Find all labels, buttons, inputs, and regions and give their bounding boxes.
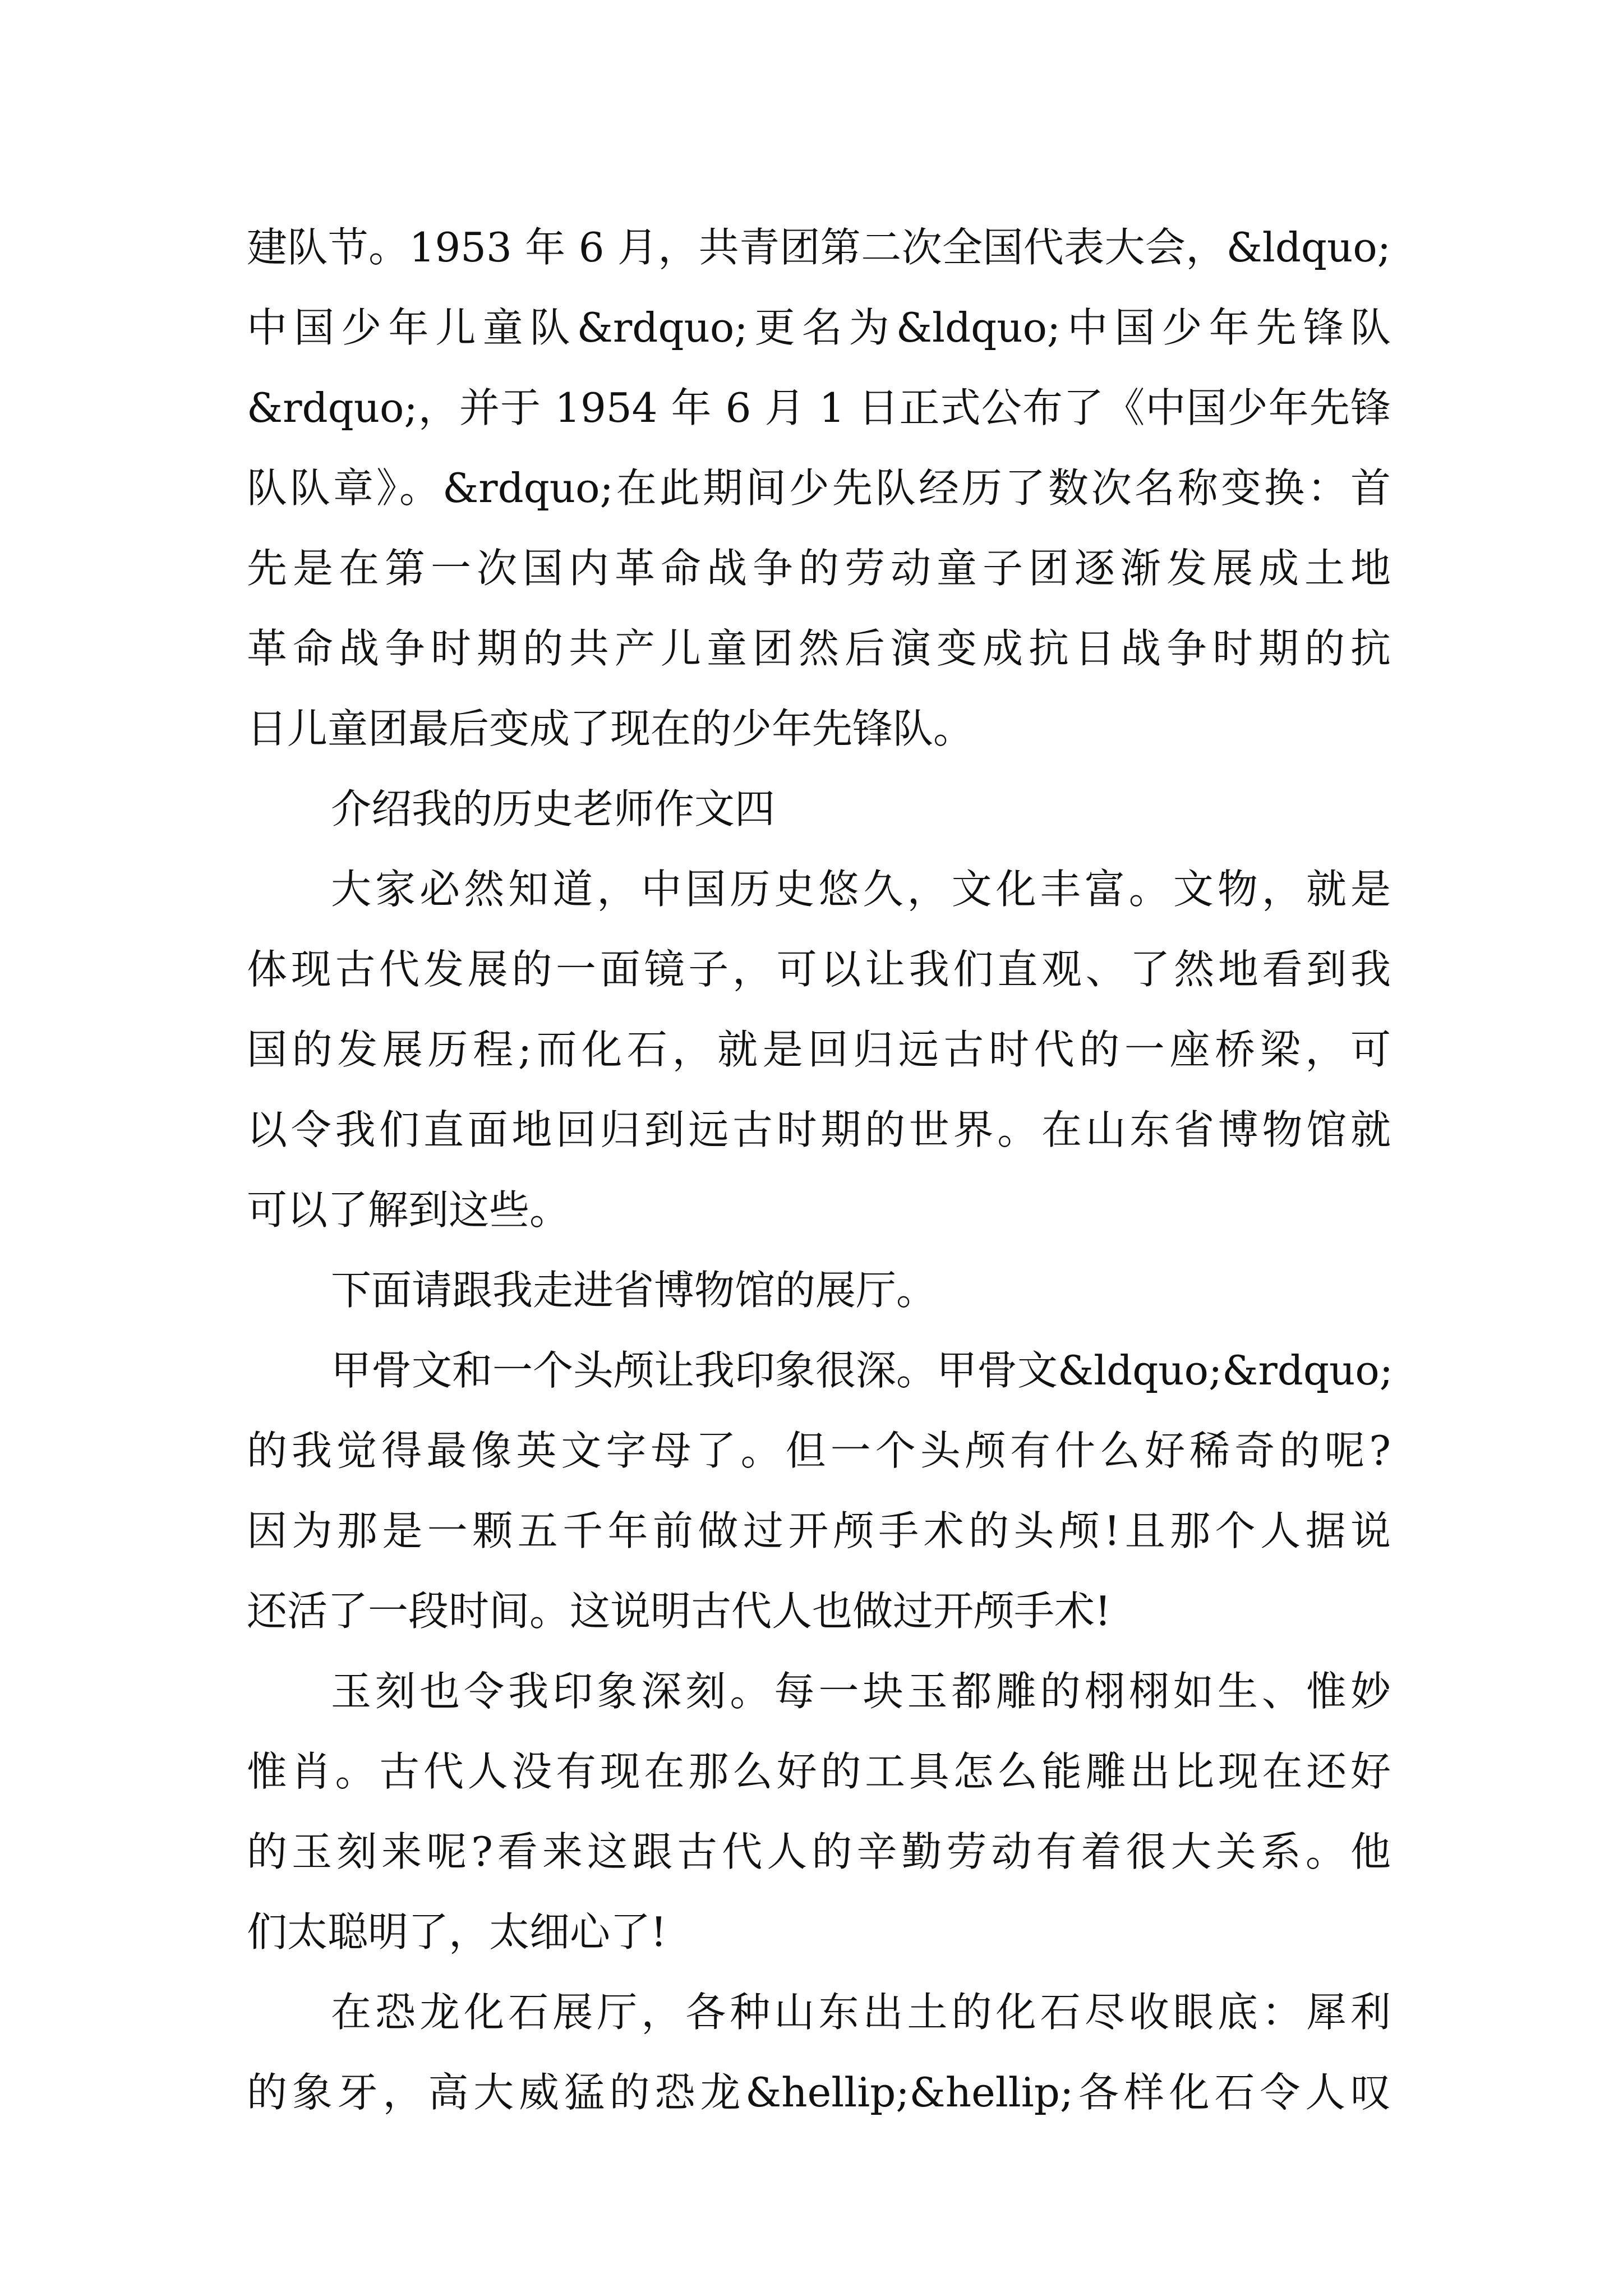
text-line: 的我觉得最像英文字母了。但一个头颅有什么好稀奇的呢?: [247, 1427, 1391, 1474]
text-line: 国的发展历程;而化石，就是回归远古时代的一座桥梁，可: [247, 1026, 1391, 1073]
text-line: 下面请跟我走进省博物馆的展厅。: [331, 1267, 937, 1314]
text-line: 可以了解到这些。: [247, 1186, 570, 1234]
text-line: &rdquo;，并于 1954 年 6 月 1 日正式公布了《中国少年先锋: [247, 384, 1391, 431]
text-line: 们太聪明了，太细心了!: [247, 1908, 667, 1955]
text-line: 革命战争时期的共产儿童团然后演变成抗日战争时期的抗: [247, 625, 1391, 672]
text-line: 还活了一段时间。这说明古代人也做过开颅手术!: [247, 1588, 1111, 1635]
text-line: 的玉刻来呢?看来这跟古代人的辛勤劳动有着很大关系。他: [247, 1828, 1391, 1875]
text-line: 因为那是一颗五千年前做过开颅手术的头颅!且那个人据说: [247, 1507, 1391, 1554]
text-line: 建队节。1953 年 6 月，共青团第二次全国代表大会，&ldquo;: [247, 224, 1391, 271]
text-line: 大家必然知道，中国历史悠久，文化丰富。文物，就是: [331, 866, 1391, 913]
text-line: 先是在第一次国内革命战争的劳动童子团逐渐发展成土地: [247, 545, 1391, 592]
text-line: 中国少年儿童队&rdquo;更名为&ldquo;中国少年先锋队: [247, 304, 1391, 351]
body-text: [247, 208, 1391, 2133]
text-line: 的象牙，高大威猛的恐龙&hellip;&hellip;各样化石令人叹: [247, 2069, 1391, 2116]
text-line: 体现古代发展的一面镜子，可以让我们直观、了然地看到我: [247, 946, 1391, 993]
text-line: 队队章》。&rdquo;在此期间少先队经历了数次名称变换：首: [247, 464, 1391, 512]
text-line: 以令我们直面地回归到远古时期的世界。在山东省博物馆就: [247, 1106, 1391, 1153]
text-line: 玉刻也令我印象深刻。每一块玉都雕的栩栩如生、惟妙: [331, 1668, 1391, 1715]
text-line: 惟肖。古代人没有现在那么好的工具怎么能雕出比现在还好: [247, 1748, 1391, 1795]
text-line: 甲骨文和一个头颅让我印象很深。甲骨文&ldquo;&rdquo;: [331, 1347, 1393, 1394]
text-line: 在恐龙化石展厅，各种山东出土的化石尽收眼底：犀利: [331, 1989, 1391, 2036]
text-line: 日儿童团最后变成了现在的少年先锋队。: [247, 705, 974, 752]
section-heading: 介绍我的历史老师作文四: [331, 785, 776, 832]
